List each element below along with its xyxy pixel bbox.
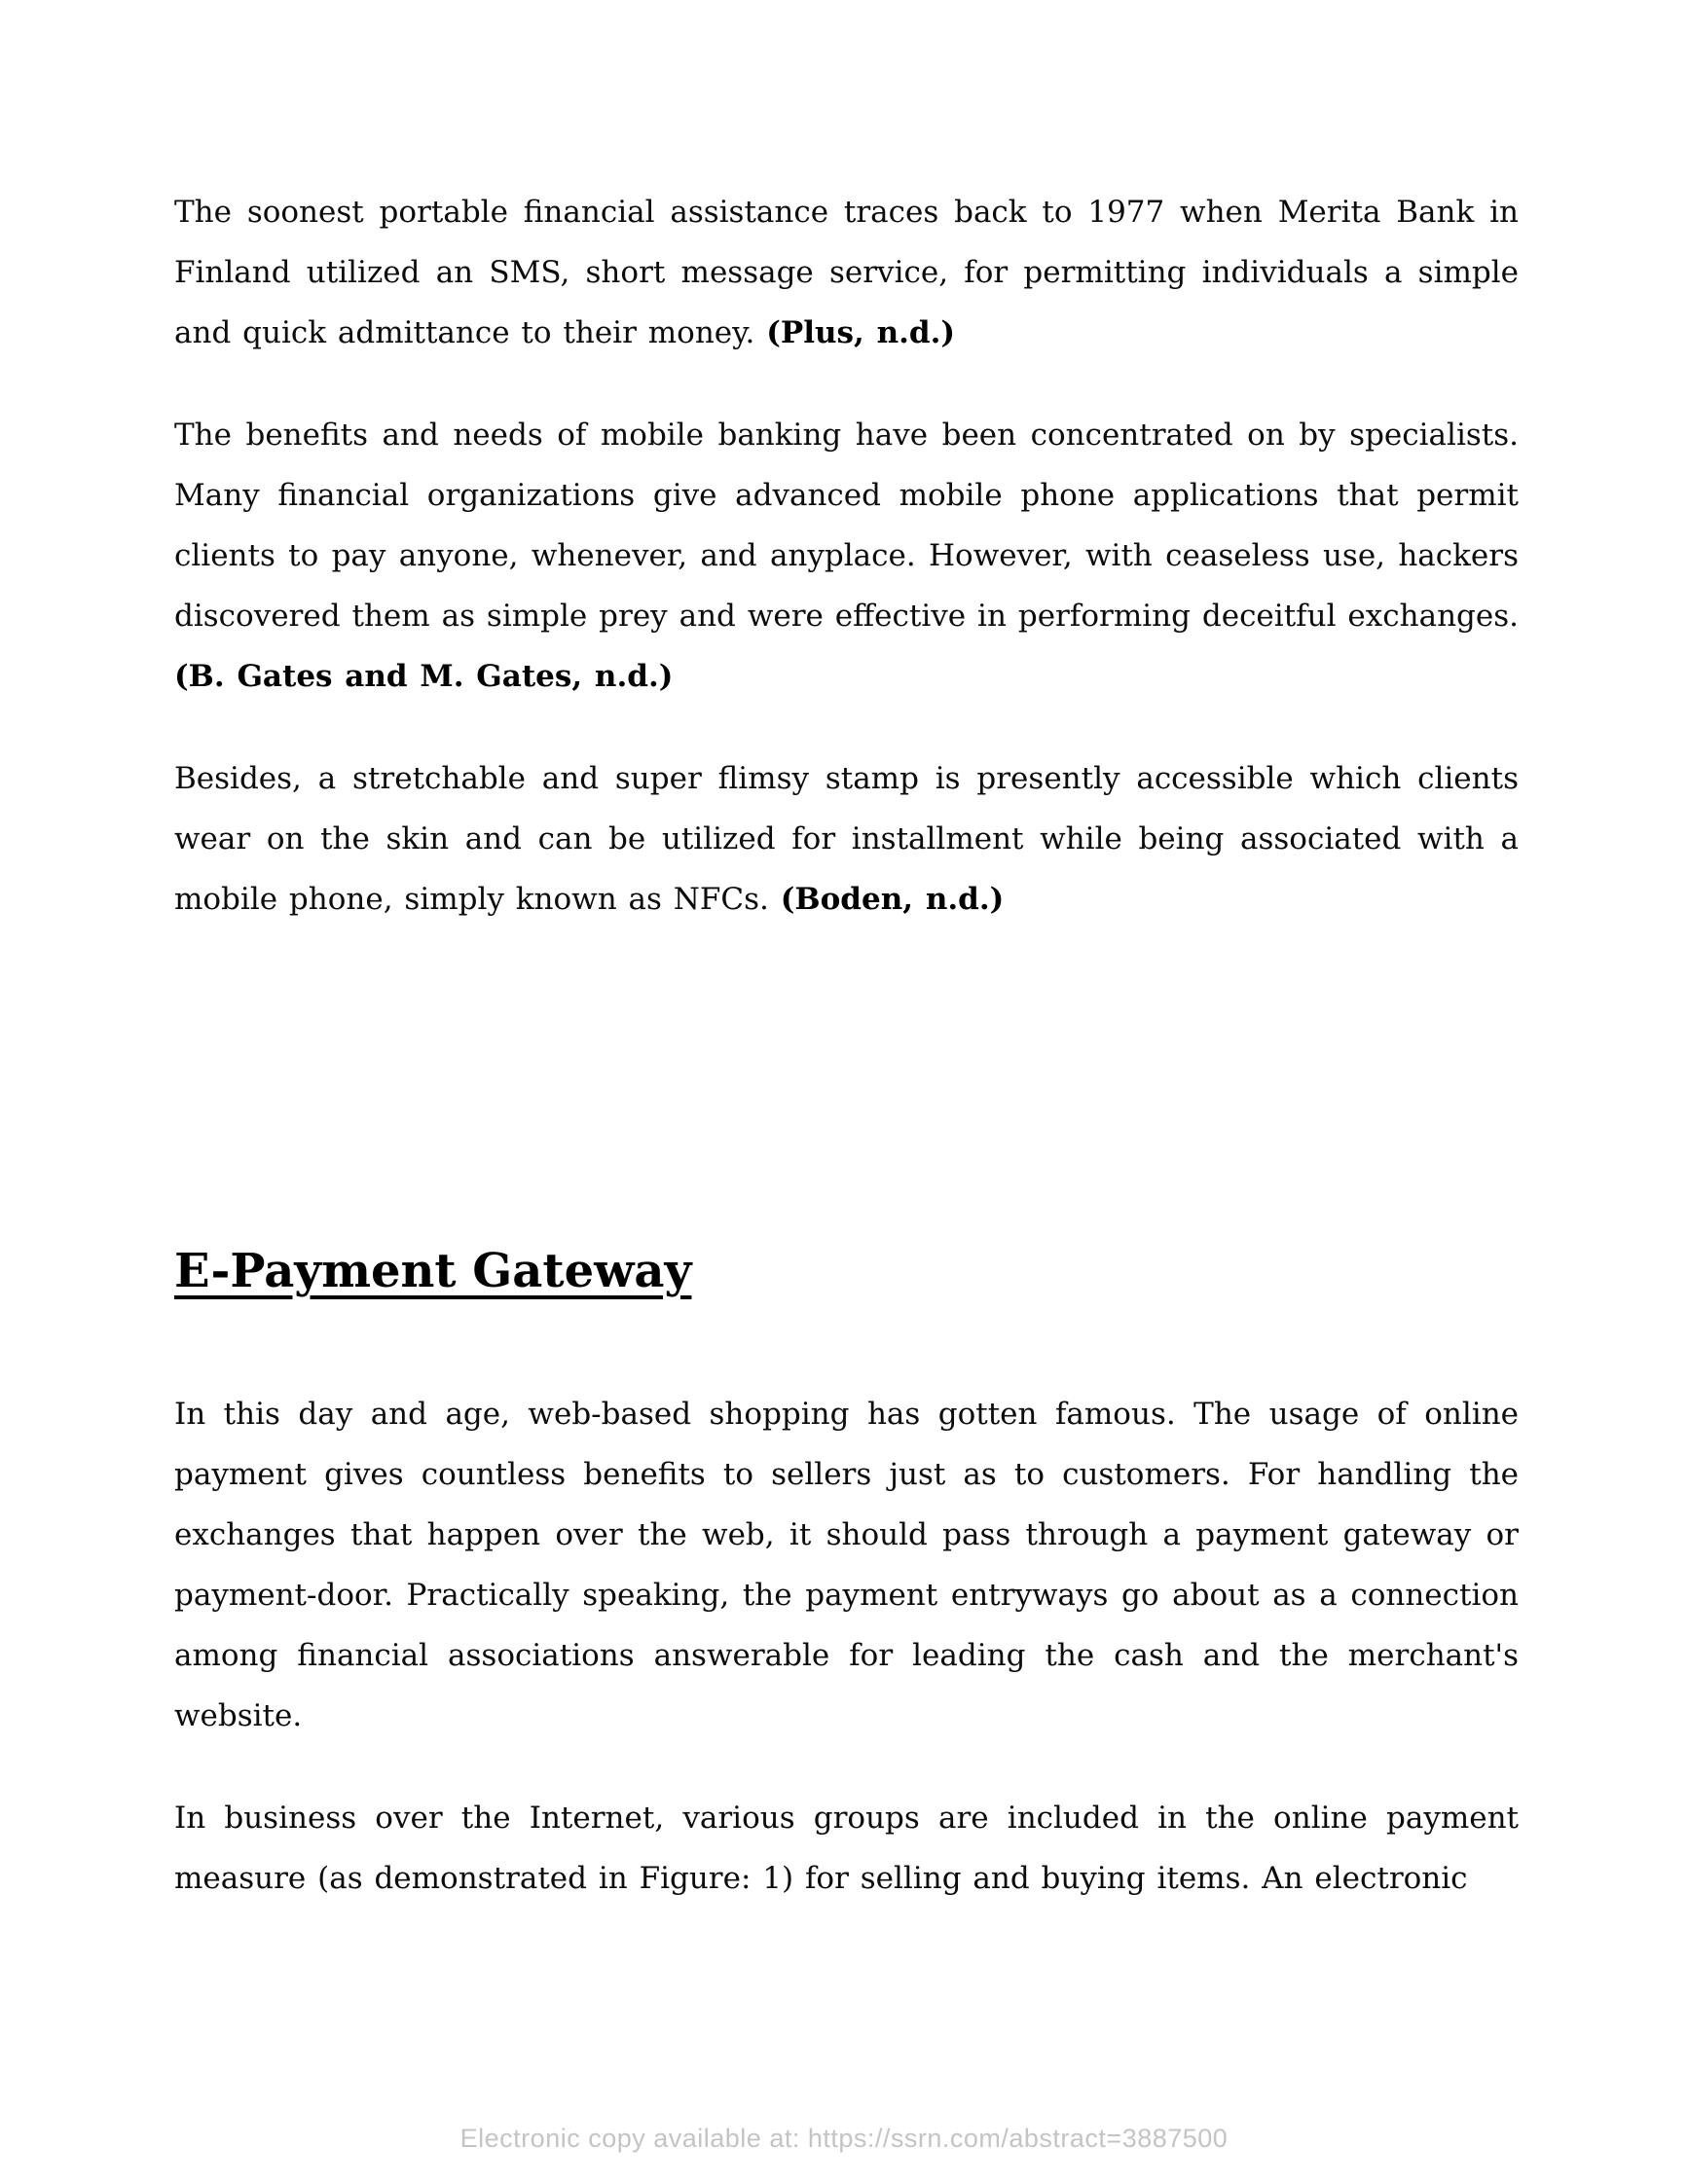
paragraph-text: The soonest portable financial assistance traces back to 1977 when Merita Bank in Finland utilized an SMS, short message service, for permitting individuals a simple and quick admittance to their money. <box>174 195 1519 350</box>
citation-bold: (Boden, n.d.) <box>780 882 1005 917</box>
section-heading: E-Payment Gateway <box>174 1244 692 1298</box>
paragraph-text: In business over the Internet, various groups are included in the online payment measure (as demonstrated in Figure: 1) for selling and buying items. An electronic <box>174 1801 1519 1896</box>
citation-bold: (B. Gates and M. Gates, n.d.) <box>174 659 674 694</box>
paragraph-text: The benefits and needs of mobile banking have been concentrated on by specialists. Many financial organizations give advanced mobile phone applications that permit clients to pay anyone, whenever, and anyplace. However, with ceaseless use, hackers discovered them as simple prey and were effective in performing deceitful exchanges. <box>174 418 1519 634</box>
body-paragraph <box>174 1384 1519 1746</box>
page-content <box>174 182 1519 1950</box>
paragraph-text: Besides, a stretchable and super flimsy stamp is presently accessible which clients wear on the skin and can be utilized for installment while being associated with a mobile phone, simply known as NFCs. <box>174 761 1519 917</box>
paragraph-text: In this day and age, web-based shopping has gotten famous. The usage of online payment gives countless benefits to sellers just as to customers. For handling the exchanges that happen over the web, it should pass through a payment gateway or payment-door. Practically speaking, the payment entryways go about as a connection among financial associations answerable for leading the cash and the merchant's website. <box>174 1397 1519 1733</box>
body-paragraph <box>174 1788 1519 1909</box>
body-paragraph <box>174 405 1519 707</box>
body-paragraph <box>174 748 1519 929</box>
citation-bold: (Plus, n.d.) <box>766 315 956 350</box>
ssrn-footer-text: Electronic copy available at: https://ssrn.com/abstract=3887500 <box>459 2124 1229 2153</box>
body-paragraph <box>174 182 1519 363</box>
